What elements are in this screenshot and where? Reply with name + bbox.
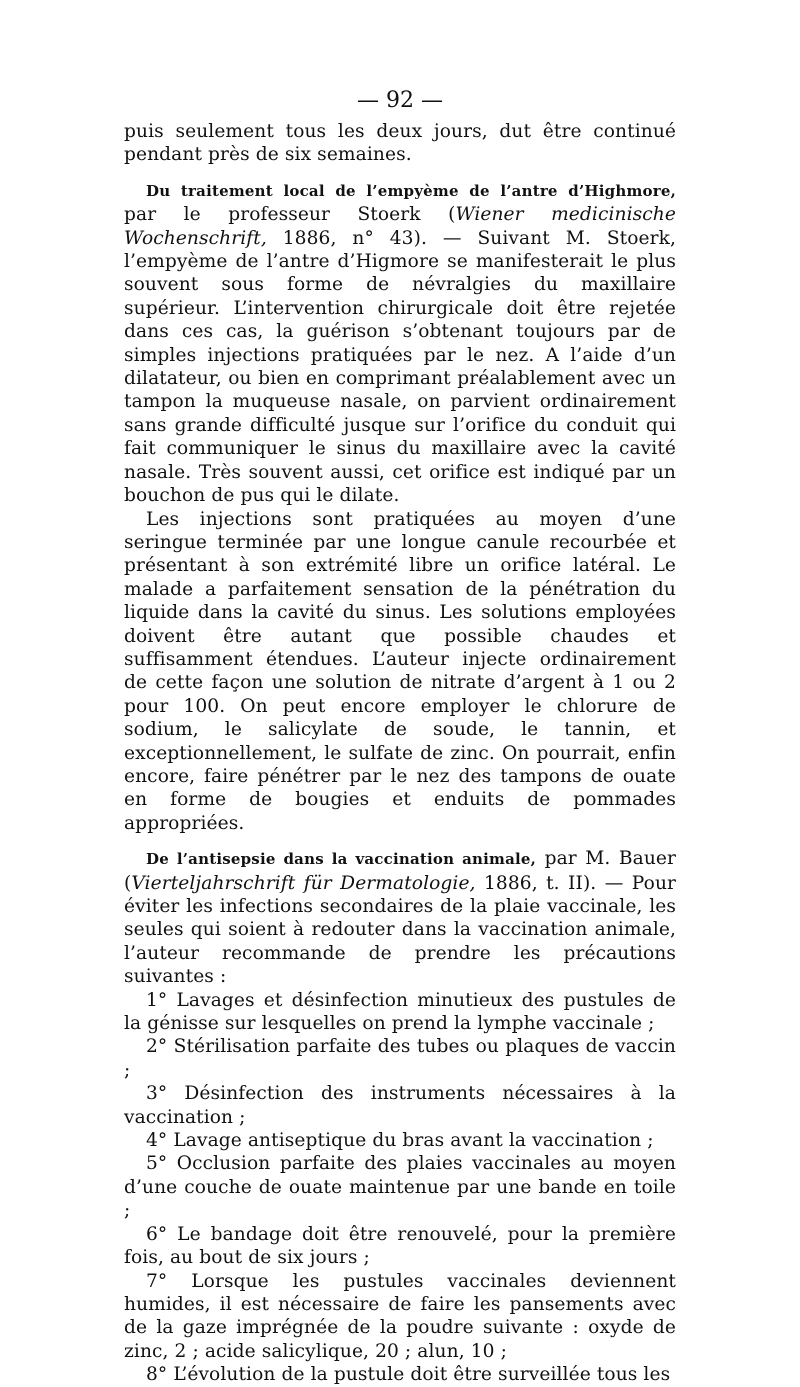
list-item: 3° Désinfection des instruments nécessaires à la vaccination ; xyxy=(124,1083,676,1128)
section1-journal: Wiener medicinische Wochenschrift, xyxy=(124,204,676,249)
list-item: 1° Lavages et désinfection minutieux des pustules de la génisse sur lesquelles on prend la lymphe vaccinale ; xyxy=(124,989,676,1035)
section2-journal: Vierteljahrschrift für Dermatologie, xyxy=(131,872,476,894)
page-body xyxy=(124,120,676,1387)
section1-body: 1886, n° 43). — Suivant M. Stoerk, l’empyème de l’antre d’Higmore se manifesterait le plus souvent sous forme de névralgies du maxillaire supérieur. L’intervention chirurgicale doit être rejetée dans ces cas, la guérison s’obtenant toujours par de simples injections pratiquées par le nez. A l’aide d’un dilatateur, ou bien en comprimant préalablement avec un tampon la muqueuse nasale, on parvient ordinairement sans grande difficulté jusque sur l’orifice du conduit qui fait communiquer le sinus du maxillaire avec la cavité nasale. Très souvent aussi, cet orifice est indiqué par un bouchon de pus qui le dilate. xyxy=(124,227,676,507)
section1-paragraph-2: Les injections sont pratiquées au moyen d’une seringue terminée par une longue canule recourbée et présentant à son extrémité libre un orifice latéral. Le malade a parfaitement sensation de la pénétration du liquide dans la cavité du sinus. Les solutions employées doivent être autant que possible chaudes et suffisamment étendues. L’auteur injecte ordinairement de cette façon une solution de nitrate d’argent à 1 ou 2 pour 100. On peut encore employer le chlorure de sodium, le salicylate de soude, le tannin, et exceptionnellement, le sulfate de zinc. On pourrait, enfin encore, faire pénétrer par le nez des tampons de ouate en forme de bougies et enduits de pommades appropriées. xyxy=(124,508,676,834)
section1-author: par le professeur Stoerk ( xyxy=(124,204,456,226)
section2-body: 1886, t. II). — Pour éviter les infections secondaires de la plaie vaccinale, les seules qui soient à redouter dans la vaccination animale, l’auteur recommande de prendre les précautions suivantes : xyxy=(124,872,677,988)
section1-heading: Du traitement local de l’empyème de l’antre d’Highmore, xyxy=(146,181,676,200)
list-item: 8° L’évolution de la pustule doit être surveillée tous les xyxy=(146,1364,671,1386)
section1-paragraph xyxy=(124,179,676,508)
section2-heading: De l’antisepsie dans la vaccination animale, xyxy=(146,850,537,869)
intro-paragraph: puis seulement tous les deux jours, dut être continué pendant près de six semaines. xyxy=(124,121,676,166)
list-item: 4° Lavage antiseptique du bras avant la vaccination ; xyxy=(146,1130,654,1152)
list-item: 6° Le bandage doit être renouvelé, pour la première fois, au bout de six jours ; xyxy=(124,1223,676,1269)
list-item: 2° Stérilisation parfaite des tubes ou plaques de vaccin ; xyxy=(124,1036,676,1081)
section2-author: par M. Bauer ( xyxy=(124,848,676,894)
section2-paragraph xyxy=(124,847,676,988)
page-number: — 92 — xyxy=(357,88,443,113)
list-item: 7° Lorsque les pustules vaccinales deviennent humides, il est nécessaire de faire les pansements avec de la gaze imprégnée de la poudre suivante : oxyde de zinc, 2 ; acide salicylique, 20 ; alun, 10 ; xyxy=(124,1270,676,1362)
list-item: 5° Occlusion parfaite des plaies vaccinales au moyen d’une couche de ouate maintenue par une bande en toile ; xyxy=(124,1153,676,1222)
